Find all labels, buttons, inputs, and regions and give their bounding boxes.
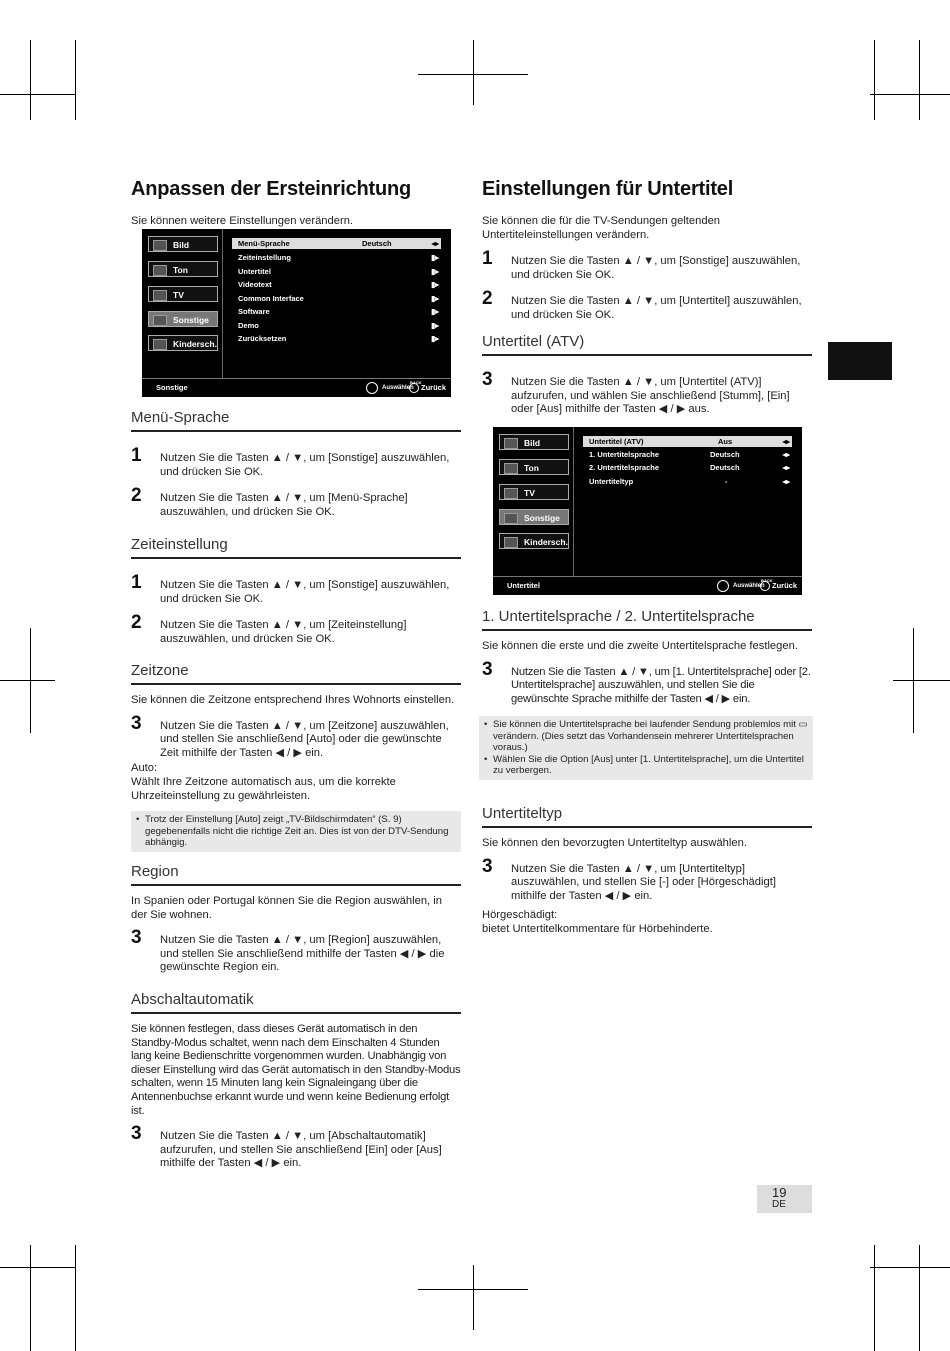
step-text: Nutzen Sie die Tasten ▲ / ▼, um [Region] auszuwählen, und stellen Sie anschließend mithilfe der Tasten ◀ / ▶ die gewünschte Region ein. (160, 934, 445, 974)
row-label: Videotext (238, 280, 272, 289)
step-number: 3 (482, 369, 493, 390)
step-number: 2 (131, 612, 142, 634)
tv-tab-bild (499, 434, 569, 450)
tv-status-label: Untertitel (507, 581, 540, 590)
lock-icon (153, 339, 167, 350)
page-number: 19 (772, 1185, 787, 1200)
section-heading: Untertitel (ATV) (482, 333, 812, 356)
crop-mark (919, 1245, 920, 1351)
settings-icon (504, 513, 518, 524)
tv-menu-row (232, 320, 441, 331)
row-label: 2. Untertitelsprache (589, 463, 660, 472)
tv-menu-row (232, 279, 441, 290)
section-timezone (131, 662, 461, 852)
row-label: Menü-Sprache (238, 239, 290, 248)
step-text: Nutzen Sie die Tasten ▲ / ▼, um [Menü-Sprache] auszuwählen, und drücken Sie OK. (160, 492, 408, 518)
term-description: Wählt Ihre Zeitzone automatisch aus, um die korrekte Uhrzeiteinstellung zu gewährleisten. (131, 775, 396, 802)
crop-mark (870, 94, 950, 95)
term-label: Hörgeschädigt: (482, 909, 558, 922)
step-number: 3 (482, 855, 493, 877)
back-button-icon (760, 581, 770, 591)
tv-tab-kindersch (499, 533, 569, 549)
section-intro: Sie können die Zeitzone entsprechend Ihres Wohnorts einstellen. (131, 694, 455, 706)
section-menu-language (131, 409, 461, 519)
step-number: 3 (131, 712, 142, 734)
instruction-step (482, 658, 812, 707)
note-item: • Wählen Sie die Option [Aus] unter [1. Untertitelsprache], um die Untertitel zu verbergen. (483, 754, 809, 777)
step-text: Nutzen Sie die Tasten ▲ / ▼, um [Zeiteinstellung] auszuwählen, und drücken Sie OK. (160, 619, 407, 645)
instruction-step (482, 288, 812, 322)
tv-menu-row (583, 436, 792, 447)
tv-tab-kindersch (148, 335, 218, 351)
back-key-label: BACK (761, 578, 773, 583)
arrow-icon: ▮▸ (431, 334, 439, 343)
note-box (131, 811, 461, 852)
crop-mark (913, 628, 914, 733)
back-label: Zurück (421, 383, 447, 392)
row-value: Deutsch (710, 463, 740, 472)
section-heading: Abschaltautomatik (131, 991, 461, 1014)
instruction-step (131, 927, 461, 975)
tv-icon (504, 488, 518, 499)
page-title-left: Anpassen der Ersteinrichtung (131, 178, 412, 200)
instruction-step (482, 248, 812, 282)
row-label: Demo (238, 321, 259, 330)
section-intro: Sie können die erste und die zweite Untertitelsprache festlegen. (482, 640, 798, 652)
section-intro: In Spanien oder Portugal können Sie die Region auswählen, in der Sie wohnen. (131, 895, 442, 921)
arrow-icon: ▮▸ (431, 280, 439, 289)
arrow-icon: ▮▸ (431, 253, 439, 262)
tv-menu-screenshot-subtitle (493, 427, 802, 595)
crop-mark (0, 1267, 76, 1268)
section-heading: 1. Untertitelsprache / 2. Untertitelsprache (482, 608, 812, 631)
row-label: Untertiteltyp (589, 477, 634, 486)
tv-sidebar (142, 229, 223, 379)
step-number: 1 (131, 572, 142, 593)
section-heading: Zeiteinstellung (131, 536, 461, 559)
crop-mark (473, 40, 474, 105)
row-label: Untertitel (238, 267, 271, 276)
tv-tab-sonstige (148, 311, 218, 327)
page-language: DE (772, 1199, 786, 1210)
tv-menu-row (583, 449, 792, 460)
back-key-label: BACK (410, 380, 422, 385)
row-label: 1. Untertitelsprache (589, 450, 660, 459)
tv-tab-bild (148, 236, 218, 252)
crop-mark (473, 1265, 474, 1330)
arrow-icon: ▮▸ (431, 307, 439, 316)
tab-label: Ton (173, 265, 188, 275)
select-label: Auswählen (733, 583, 765, 589)
row-label: Zeiteinstellung (238, 253, 291, 262)
back-button-icon (409, 383, 419, 393)
intro-text: Sie können weitere Einstellungen verändern. (131, 215, 354, 227)
crop-mark (30, 40, 31, 120)
left-column (131, 178, 461, 1170)
step-text: Nutzen Sie die Tasten ▲ / ▼, um [Sonstige] auszuwählen, und drücken Sie OK. (511, 255, 801, 281)
intro-text: Sie können die für die TV-Sendungen geltenden Untertiteleinstellungen verändern. (482, 215, 721, 241)
step-text: Nutzen Sie die Tasten ▲ / ▼, um [Sonstige] auszuwählen, und drücken Sie OK. (160, 452, 450, 478)
step-number: 3 (131, 1123, 142, 1145)
section-heading: Untertiteltyp (482, 805, 812, 828)
row-value: - (725, 477, 728, 486)
tv-menu-row (232, 293, 441, 304)
section-intro: Sie können den bevorzugten Untertiteltyp auswählen. (482, 837, 747, 849)
arrow-icon: ◂▸ (782, 463, 790, 472)
crop-mark (0, 680, 55, 681)
step-number: 2 (482, 288, 493, 310)
tv-status-bar (493, 576, 802, 595)
row-value: Aus (718, 437, 733, 446)
section-subtitle-type (482, 805, 812, 937)
instruction-step (131, 485, 461, 519)
back-label: Zurück (772, 581, 798, 590)
tv-tab-tv (148, 286, 218, 302)
tv-menu-row (232, 306, 441, 317)
step-text: Nutzen Sie die Tasten ▲ / ▼, um [Untertitel (ATV)] aufzurufen, und wählen Sie anschließend [Stumm], [Ein] oder [Aus] mithilfe der Tasten ◀ / ▶ aus. (511, 376, 790, 416)
tv-menu-row (583, 476, 792, 487)
tab-label: Sonstige (173, 315, 209, 325)
tv-icon (153, 290, 167, 301)
instruction-step (131, 445, 461, 479)
step-text: Nutzen Sie die Tasten ▲ / ▼, um [Untertiteltyp] auszuwählen, und stellen Sie [-] oder [Hörgeschädigt] mithilfe der Tasten ◀ / ▶ ein. (511, 862, 776, 902)
crop-mark (30, 628, 31, 733)
note-item: • Sie können die Untertitelsprache bei laufender Sendung problemlos mit ▭ verändern. (Dies setzt das Vorhandensein mehrerer Untertitelsprachen voraus.) (483, 719, 809, 754)
row-label: Common Interface (238, 294, 304, 303)
term-label: Auto: (131, 762, 158, 775)
section-heading: Zeitzone (131, 662, 461, 685)
step-number: 1 (482, 248, 493, 270)
page-number-box (757, 1185, 812, 1213)
tv-tab-tv (499, 484, 569, 500)
sound-icon (153, 265, 167, 276)
tv-tab-ton (148, 261, 218, 277)
tv-menu-row (232, 252, 441, 263)
tv-sidebar (493, 427, 574, 577)
arrow-icon: ▮▸ (431, 321, 439, 330)
arrow-icon: ◂▸ (782, 450, 790, 459)
step-text: Nutzen Sie die Tasten ▲ / ▼, um [Abschaltautomatik] aufzurufen, und stellen Sie anschließend [Ein] oder [Aus] mithilfe der Tasten ◀ / ▶ ein. (160, 1130, 442, 1170)
section-time-setting (131, 536, 461, 646)
instruction-step (131, 1123, 461, 1171)
section-intro: Sie können festlegen, dass dieses Gerät automatisch in den Standby-Modus schaltet, wenn nach dem Einschalten 4 Stunden lang keine Bedienschritte vorgenommen wurden. Unabhängig von dieser Einstellung wird das Gerät automatisch in den Standby-Modus schalten, wenn 15 Minuten lang kein Signaleingang über die Antennenbuchse erkannt wurde und wenn keine Bedienung erfolgt ist. (131, 1023, 461, 1117)
crop-mark (75, 40, 76, 120)
arrow-icon: ▮▸ (431, 294, 439, 303)
arrow-icon: ◂▸ (782, 437, 790, 446)
step-number: 1 (131, 445, 142, 466)
step-number: 3 (482, 658, 493, 680)
note-box (479, 716, 813, 780)
tab-label: Sonstige (524, 513, 560, 523)
settings-icon (153, 315, 167, 326)
arrow-icon: ▮▸ (431, 267, 439, 276)
tv-menu-row (232, 266, 441, 277)
tab-label: TV (173, 290, 184, 300)
section-auto-off (131, 991, 461, 1171)
tv-menu-row (583, 462, 792, 473)
instruction-step (482, 369, 812, 417)
crop-mark (893, 680, 950, 681)
crop-mark (0, 94, 76, 95)
instruction-step (131, 712, 461, 761)
step-text: Nutzen Sie die Tasten ▲ / ▼, um [Sonstige] auszuwählen, und drücken Sie OK. (160, 579, 450, 605)
sound-icon (504, 463, 518, 474)
step-number: 2 (131, 485, 142, 507)
row-label: Untertitel (ATV) (589, 437, 644, 446)
tab-label: Ton (524, 463, 539, 473)
navigation-pad-icon (366, 382, 378, 394)
tv-tab-ton (499, 459, 569, 475)
tv-tab-sonstige (499, 509, 569, 525)
step-number: 3 (131, 927, 142, 949)
tv-menu-row (232, 333, 441, 344)
instruction-step (482, 855, 812, 904)
instruction-step (131, 612, 461, 646)
crop-mark (919, 40, 920, 120)
tab-label: Bild (524, 438, 541, 448)
section-subtitle-language (482, 608, 812, 780)
select-label: Auswählen (382, 385, 414, 391)
tab-label: Kindersch. (173, 339, 217, 349)
tab-label: Bild (173, 240, 190, 250)
note-item: • Trotz der Einstellung [Auto] zeigt „TV-Bildschirmdaten“ (S. 9) gegebenenfalls nicht die richtige Zeit an. Dies ist von der DTV-Sendung abhängig. (135, 814, 457, 849)
step-text: Nutzen Sie die Tasten ▲ / ▼, um [Untertitel] auszuwählen, und drücken Sie OK. (511, 295, 802, 321)
picture-icon (153, 240, 167, 251)
crop-mark (874, 40, 875, 120)
row-value: Deutsch (362, 239, 392, 248)
section-heading: Region (131, 863, 461, 886)
navigation-pad-icon (717, 580, 729, 592)
page-title-right: Einstellungen für Untertitel (482, 178, 734, 200)
crop-mark (75, 1245, 76, 1351)
tv-menu-screenshot-other (142, 229, 451, 397)
arrow-icon: ◂▸ (431, 239, 439, 248)
section-region (131, 863, 461, 975)
step-text: Nutzen Sie die Tasten ▲ / ▼, um [1. Untertitelsprache] oder [2. Untertitelsprache] auszuwählen, und stellen Sie die gewünschte Sprache mithilfe der Tasten ◀ / ▶ ein. (511, 665, 811, 705)
tv-status-bar (142, 378, 451, 397)
crop-mark (30, 1245, 31, 1351)
crop-mark (874, 1245, 875, 1351)
tab-label: Kindersch. (524, 537, 568, 547)
term-description: bietet Untertitelkommentare für Hörbehinderte. (482, 922, 713, 935)
tv-menu-row (232, 238, 441, 249)
section-heading: Menü-Sprache (131, 409, 461, 432)
row-label: Zurücksetzen (238, 334, 287, 343)
section-subtitle-atv (482, 333, 812, 417)
row-label: Software (238, 307, 270, 316)
tab-label: TV (524, 488, 535, 498)
picture-icon (504, 438, 518, 449)
step-text: Nutzen Sie die Tasten ▲ / ▼, um [Zeitzone] auszuwählen, und stellen Sie anschließend [Auto] oder die gewünschte Zeit mithilfe der Tasten ◀ / ▶ ein. (160, 719, 449, 759)
row-value: Deutsch (710, 450, 740, 459)
arrow-icon: ◂▸ (782, 477, 790, 486)
instruction-step (131, 572, 461, 606)
tv-status-label: Sonstige (156, 383, 188, 392)
lock-icon (504, 537, 518, 548)
section-tab-marker (828, 342, 892, 380)
crop-mark (870, 1267, 950, 1268)
right-column (482, 178, 812, 935)
